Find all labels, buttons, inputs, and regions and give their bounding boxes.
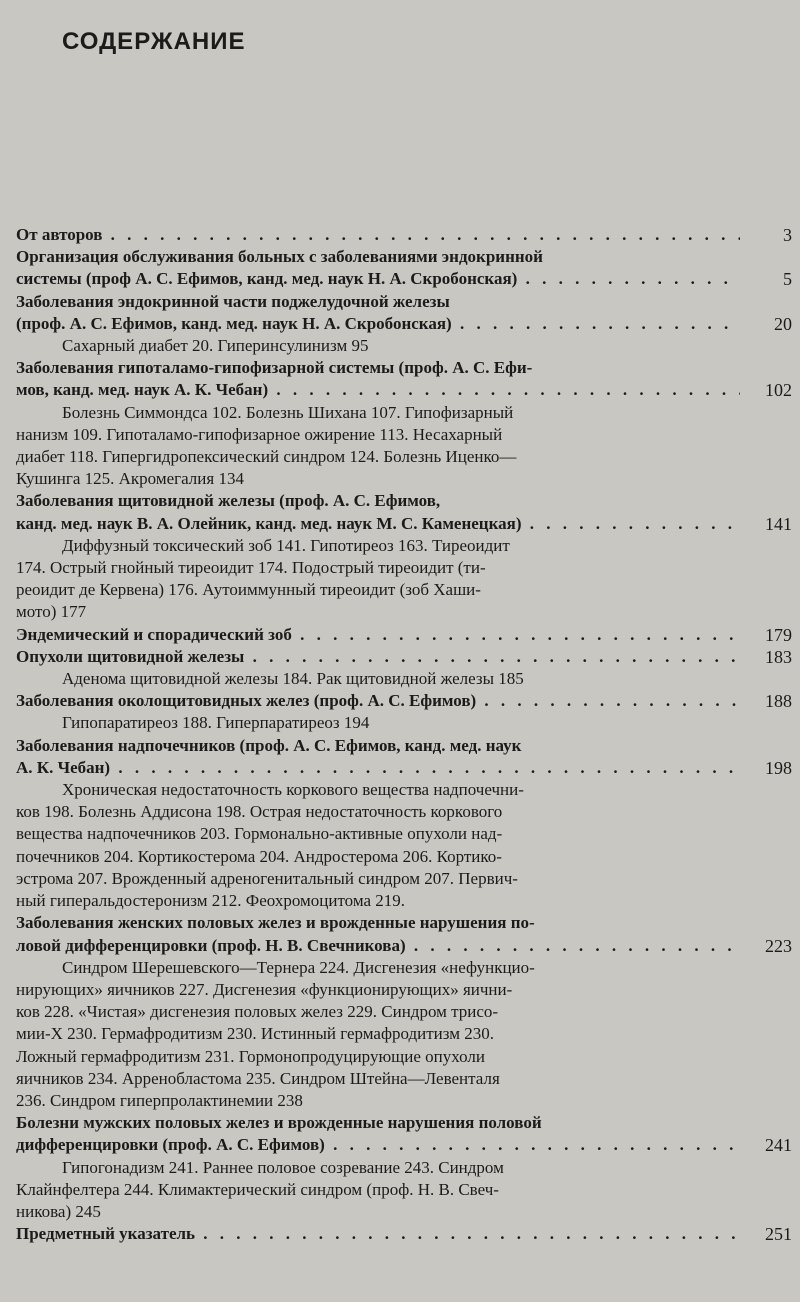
toc-subtopic-line: Клайнфелтера 244. Климактерический синдром (проф. Н. В. Свеч-: [16, 1179, 499, 1199]
toc-entry-title-line: От авторов . . .: [16, 224, 740, 246]
toc-subtopic-line: Аденома щитовидной железы 184. Рак щитовидной железы 185: [62, 669, 524, 689]
toc-page-number: 241: [757, 1134, 792, 1156]
toc-subtopic-line: Болезнь Симмондса 102. Болезнь Шихана 107. Гипофизарный: [62, 402, 514, 422]
toc-subtopic-line: мии-Х 230. Гермафродитизм 230. Истинный гермафродитизм 230.: [16, 1024, 495, 1044]
table-of-contents: [16, 224, 792, 1245]
toc-subtopics: [16, 1157, 792, 1224]
toc-entry-title-line: (проф. А. С. Ефимов, канд. мед. наук Н. А. Скробонская) . . .: [16, 313, 740, 335]
toc-entry-title-line: канд. мед. наук В. А. Олейник, канд. мед. наук М. С. Каменецкая) . . .: [16, 513, 740, 535]
toc-page-number: 183: [757, 646, 792, 668]
toc-entry-title-line: дифференцировки (проф. А. С. Ефимов) . . .: [16, 1134, 740, 1156]
toc-entry-title-line: Заболевания гипоталамо-гипофизарной системы (проф. А. С. Ефи-: [16, 358, 533, 378]
toc-subtopic-line: 236. Синдром гиперпролактинемии 238: [16, 1090, 303, 1110]
toc-entry-title-line: Опухоли щитовидной железы . . .: [16, 646, 740, 668]
toc-entry[interactable]: [16, 912, 792, 956]
toc-subtopics: [16, 335, 792, 357]
toc-subtopic-line: диабет 118. Гипергидропексический синдром 124. Болезнь Иценко—: [16, 447, 517, 467]
toc-subtopic-line: Хроническая недостаточность коркового вещества надпочечни-: [62, 780, 524, 800]
toc-subtopic-line: 174. Острый гнойный тиреоидит 174. Подострый тиреоидит (ти-: [16, 558, 486, 578]
toc-entry[interactable]: [16, 1112, 792, 1156]
toc-subtopic-line: эстрома 207. Врожденный адреногенитальный синдром 207. Первич-: [16, 868, 518, 888]
toc-page-number: 20: [766, 313, 792, 335]
toc-entry[interactable]: [16, 1223, 792, 1245]
toc-entry[interactable]: [16, 357, 792, 401]
toc-entry[interactable]: [16, 490, 792, 534]
toc-subtopic-line: Гипопаратиреоз 188. Гиперпаратиреоз 194: [62, 713, 370, 733]
toc-entry-title-line: Заболевания эндокринной части поджелудочной железы: [16, 291, 450, 311]
toc-page-number: 198: [757, 757, 792, 779]
toc-subtopic-line: нирующих» яичников 227. Дисгенезия «функционирующих» яични-: [16, 979, 513, 999]
toc-subtopic-line: Гипогонадизм 241. Раннее половое созревание 243. Синдром: [62, 1157, 504, 1177]
toc-entry-title-line: Заболевания околощитовидных желез (проф. А. С. Ефимов) . . .: [16, 690, 740, 712]
toc-entry-title-line: Заболевания щитовидной железы (проф. А. С. Ефимов,: [16, 491, 441, 511]
toc-entry[interactable]: [16, 624, 792, 646]
toc-entry[interactable]: [16, 224, 792, 246]
toc-subtopics: [16, 402, 792, 491]
toc-entry-title-line: системы (проф А. С. Ефимов, канд. мед. наук Н. А. Скробонская) . . .: [16, 268, 740, 290]
toc-page-number: 188: [757, 690, 792, 712]
toc-subtopic-line: Синдром Шерешевского—Тернера 224. Дисгенезия «нефункцио-: [62, 957, 535, 977]
toc-entry-title-line: Предметный указатель . . .: [16, 1223, 740, 1245]
toc-subtopics: [16, 712, 792, 734]
toc-entry[interactable]: [16, 246, 792, 290]
toc-page-number: 223: [757, 935, 792, 957]
toc-subtopic-line: ков 228. «Чистая» дисгенезия половых желез 229. Синдром трисо-: [16, 1002, 499, 1022]
toc-subtopics: [16, 535, 792, 624]
toc-subtopic-line: Диффузный токсический зоб 141. Гипотиреоз 163. Тиреоидит: [62, 535, 510, 555]
toc-subtopics: [16, 779, 792, 912]
toc-page-number: 251: [757, 1223, 792, 1245]
toc-subtopic-line: Кушинга 125. Акромегалия 134: [16, 469, 244, 489]
page-title: СОДЕРЖАНИЕ: [62, 28, 246, 55]
toc-subtopic-line: яичников 234. Арренобластома 235. Синдром Штейна—Левенталя: [16, 1068, 500, 1088]
toc-entry-title-line: ловой дифференцировки (проф. Н. В. Свечникова) . . .: [16, 935, 740, 957]
toc-subtopic-line: почечников 204. Кортикостерома 204. Андростерома 206. Кортико-: [16, 846, 502, 866]
toc-entry[interactable]: [16, 291, 792, 335]
toc-subtopic-line: Ложный гермафродитизм 231. Гормонопродуцирующие опухоли: [16, 1046, 485, 1066]
toc-subtopic-line: реоидит де Кервена) 176. Аутоиммунный тиреоидит (зоб Хаши-: [16, 580, 481, 600]
toc-subtopic-line: вещества надпочечников 203. Гормонально-активные опухоли над-: [16, 824, 503, 844]
toc-subtopic-line: мото) 177: [16, 602, 87, 622]
toc-entry-title-line: Заболевания надпочечников (проф. А. С. Ефимов, канд. мед. наук: [16, 735, 522, 755]
toc-page-number: 5: [775, 268, 792, 290]
toc-page-number: 141: [757, 513, 792, 535]
toc-subtopic-line: нанизм 109. Гипоталамо-гипофизарное ожирение 113. Несахарный: [16, 424, 503, 444]
toc-entry-title-line: Болезни мужских половых желез и врожденные нарушения половой: [16, 1113, 542, 1133]
toc-subtopic-line: ный гиперальдостеронизм 212. Феохромоцитома 219.: [16, 891, 406, 911]
toc-entry[interactable]: [16, 646, 792, 668]
toc-subtopic-line: Сахарный диабет 20. Гиперинсулинизм 95: [62, 336, 369, 356]
toc-entry-title-line: Эндемический и спорадический зоб . . .: [16, 624, 740, 646]
toc-page-number: 179: [757, 624, 792, 646]
toc-entry-title-line: А. К. Чебан) . . .: [16, 757, 740, 779]
toc-entry-title-line: Заболевания женских половых желез и врожденные нарушения по-: [16, 913, 535, 933]
toc-subtopic-line: никова) 245: [16, 1201, 101, 1221]
toc-page-number: 102: [757, 379, 792, 401]
toc-entry[interactable]: [16, 690, 792, 712]
toc-subtopics: [16, 668, 792, 690]
toc-entry[interactable]: [16, 735, 792, 779]
toc-entry-title-line: мов, канд. мед. наук А. К. Чебан) . . .: [16, 379, 740, 401]
toc-entry-title-line: Организация обслуживания больных с заболеваниями эндокринной: [16, 247, 543, 267]
toc-page-number: 3: [775, 224, 792, 246]
toc-subtopics: [16, 957, 792, 1112]
toc-subtopic-line: ков 198. Болезнь Аддисона 198. Острая недостаточность коркового: [16, 802, 503, 822]
